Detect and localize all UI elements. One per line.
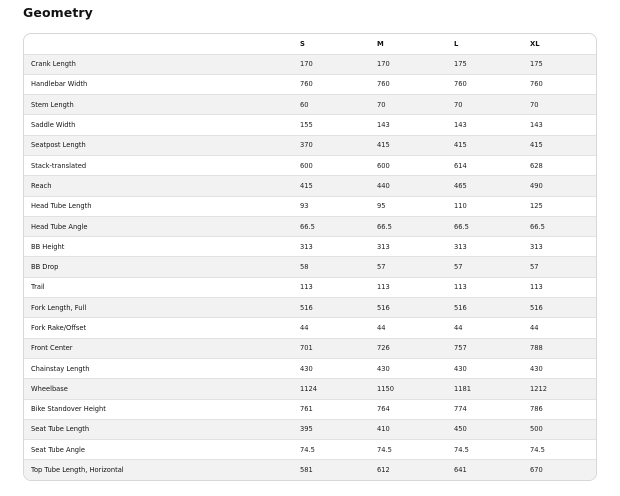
table-row xyxy=(24,277,597,297)
row-label: Stack-translated xyxy=(31,161,87,170)
row-value: 1212 xyxy=(530,384,548,393)
row-value: 74.5 xyxy=(454,445,469,454)
row-value: 313 xyxy=(377,242,390,251)
row-label: Crank Length xyxy=(31,60,76,69)
table-row xyxy=(24,298,597,318)
page-title: Geometry xyxy=(23,5,93,20)
row-value: 600 xyxy=(300,161,313,170)
row-value: 430 xyxy=(377,364,390,373)
row-label: Saddle Width xyxy=(31,121,76,130)
row-label: Top Tube Length, Horizontal xyxy=(31,466,124,475)
row-value: 760 xyxy=(454,80,467,89)
row-value: 170 xyxy=(377,60,390,69)
row-value: 395 xyxy=(300,425,313,434)
row-value: 70 xyxy=(377,100,386,109)
row-value: 450 xyxy=(454,425,467,434)
row-value: 370 xyxy=(300,141,313,150)
row-value: 465 xyxy=(454,181,467,190)
row-value: 57 xyxy=(454,263,463,272)
row-value: 143 xyxy=(530,121,543,130)
row-value: 415 xyxy=(377,141,390,150)
row-value: 66.5 xyxy=(530,222,545,231)
row-value: 760 xyxy=(300,80,313,89)
row-label: Front Center xyxy=(31,344,73,353)
table-row xyxy=(24,95,597,115)
row-value: 415 xyxy=(530,141,543,150)
row-label: Stem Length xyxy=(31,100,74,109)
row-value: 600 xyxy=(377,161,390,170)
table-row xyxy=(24,399,597,419)
row-value: 44 xyxy=(377,324,386,332)
row-label: Seat Tube Angle xyxy=(31,445,86,454)
row-value: 44 xyxy=(300,324,309,332)
row-value: 760 xyxy=(377,80,390,89)
row-label: Wheelbase xyxy=(31,384,68,393)
row-label: BB Height xyxy=(31,242,65,251)
row-value: 313 xyxy=(530,242,543,251)
row-value: 701 xyxy=(300,344,313,353)
row-value: 430 xyxy=(454,364,467,373)
row-value: 113 xyxy=(530,283,543,292)
row-value: 581 xyxy=(300,466,313,475)
header-size-xl: XL xyxy=(530,39,540,48)
row-value: 614 xyxy=(454,161,467,170)
row-value: 430 xyxy=(530,364,543,373)
row-value: 430 xyxy=(300,364,313,373)
row-label: Head Tube Angle xyxy=(31,222,88,231)
row-value: 516 xyxy=(454,303,467,312)
row-value: 760 xyxy=(530,80,543,89)
table-row xyxy=(24,54,597,74)
row-value: 774 xyxy=(454,405,467,414)
row-value: 1124 xyxy=(300,384,318,393)
header-size-s: S xyxy=(300,39,305,48)
row-value: 44 xyxy=(530,324,539,332)
row-value: 57 xyxy=(530,263,539,272)
table-row xyxy=(24,338,597,358)
row-value: 757 xyxy=(454,344,467,353)
table-row xyxy=(24,318,597,338)
row-value: 175 xyxy=(530,60,543,69)
row-value: 415 xyxy=(300,181,313,190)
row-label: Chainstay Length xyxy=(31,364,90,373)
table-row xyxy=(24,115,597,135)
table-header-row xyxy=(24,34,597,54)
row-value: 1181 xyxy=(454,384,472,393)
row-label: BB Drop xyxy=(31,263,59,272)
row-value: 764 xyxy=(377,405,390,414)
header-size-l: L xyxy=(454,39,459,48)
row-value: 143 xyxy=(454,121,467,130)
row-value: 500 xyxy=(530,425,543,434)
row-value: 110 xyxy=(454,202,467,211)
row-value: 670 xyxy=(530,466,543,475)
row-value: 125 xyxy=(530,202,543,211)
row-value: 113 xyxy=(300,283,313,292)
row-value: 143 xyxy=(377,121,390,130)
row-value: 70 xyxy=(530,100,539,109)
row-value: 57 xyxy=(377,263,386,272)
row-value: 155 xyxy=(300,121,313,130)
table-row xyxy=(24,216,597,236)
table-row xyxy=(24,440,597,460)
row-label: Trail xyxy=(31,283,45,292)
table-row xyxy=(24,379,597,399)
row-value: 641 xyxy=(454,466,467,475)
row-value: 70 xyxy=(454,100,463,109)
row-value: 66.5 xyxy=(377,222,392,231)
row-value: 726 xyxy=(377,344,390,353)
row-value: 95 xyxy=(377,202,386,211)
table-row xyxy=(24,176,597,196)
row-value: 516 xyxy=(530,303,543,312)
table-row xyxy=(24,237,597,257)
row-value: 170 xyxy=(300,60,313,69)
table-row xyxy=(24,257,597,277)
row-value: 74.5 xyxy=(300,445,315,454)
table-body xyxy=(24,54,597,480)
row-value: 93 xyxy=(300,202,309,211)
geometry-table-card xyxy=(23,33,597,481)
geometry-table xyxy=(24,34,597,480)
row-value: 490 xyxy=(530,181,543,190)
row-value: 60 xyxy=(300,100,309,109)
table-row xyxy=(24,358,597,378)
table-row xyxy=(24,135,597,155)
row-label: Seat Tube Length xyxy=(31,425,90,434)
row-value: 628 xyxy=(530,161,543,170)
row-value: 415 xyxy=(454,141,467,150)
row-value: 66.5 xyxy=(300,222,315,231)
row-value: 788 xyxy=(530,344,543,353)
row-value: 410 xyxy=(377,425,390,434)
row-value: 113 xyxy=(377,283,390,292)
row-label: Fork Length, Full xyxy=(31,303,87,312)
header-label-column xyxy=(24,34,300,54)
row-value: 440 xyxy=(377,181,390,190)
row-value: 58 xyxy=(300,263,309,272)
row-label: Bike Standover Height xyxy=(31,405,106,414)
row-value: 313 xyxy=(454,242,467,251)
row-value: 74.5 xyxy=(530,445,545,454)
row-value: 1150 xyxy=(377,384,395,393)
table-row xyxy=(24,74,597,94)
table-row xyxy=(24,155,597,175)
row-label: Head Tube Length xyxy=(31,202,92,211)
row-value: 516 xyxy=(300,303,313,312)
row-label: Seatpost Length xyxy=(31,141,86,150)
row-value: 66.5 xyxy=(454,222,469,231)
row-value: 612 xyxy=(377,466,390,475)
row-value: 113 xyxy=(454,283,467,292)
table-row xyxy=(24,419,597,439)
row-value: 761 xyxy=(300,405,313,414)
row-value: 175 xyxy=(454,60,467,69)
row-label: Fork Rake/Offset xyxy=(31,324,87,332)
row-value: 44 xyxy=(454,324,463,332)
row-value: 516 xyxy=(377,303,390,312)
row-value: 313 xyxy=(300,242,313,251)
row-value: 786 xyxy=(530,405,543,414)
header-size-m: M xyxy=(377,39,384,48)
table-row xyxy=(24,196,597,216)
row-label: Handlebar Width xyxy=(31,80,88,89)
row-label: Reach xyxy=(31,181,52,190)
table-row xyxy=(24,460,597,480)
row-value: 74.5 xyxy=(377,445,392,454)
